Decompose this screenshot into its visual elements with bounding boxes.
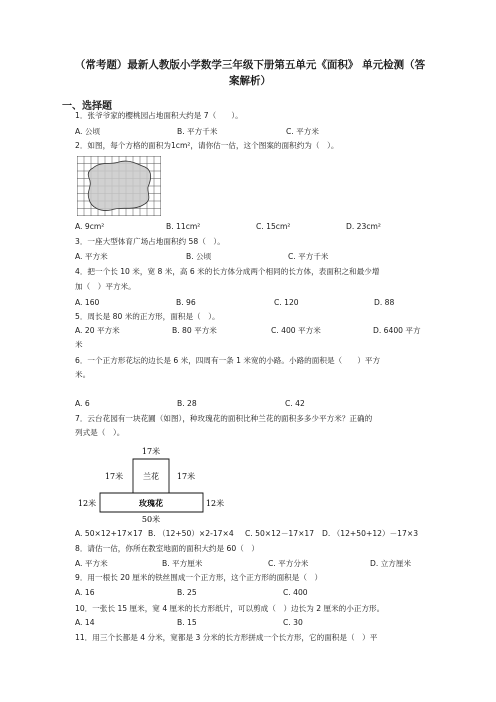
q3-option-a: A. 平方米 xyxy=(75,252,108,261)
q7-option-c: C. 50×12－17×17 xyxy=(245,529,315,538)
question-4-line-1: 4．把一个长 10 米，宽 8 米，高 6 米的长方体分成两个相同的长方体，表面积之和最少增 xyxy=(75,267,380,276)
q5-option-a: A. 20 平方米 xyxy=(75,326,120,335)
q10-option-b: B. 15 xyxy=(177,618,197,627)
question-4-line-2: 加（ ）平方米。 xyxy=(75,282,136,291)
q5-option-d: D. 6400 平方 xyxy=(373,326,421,335)
q4-option-b: B. 96 xyxy=(176,298,196,307)
fig-label-rose: 玫瑰花 xyxy=(139,498,163,508)
grid-figure xyxy=(77,156,161,216)
q4-option-c: C. 120 xyxy=(274,298,299,307)
question-3: 3．一座大型体育广场占地面积约 58（ ）。 xyxy=(75,237,225,246)
question-8: 8．请估一估，你所在教室地面的面积大约是 60（ ） xyxy=(75,544,259,553)
title-line-1: （常考题）最新人教版小学数学三年级下册第五单元《面积》 单元检测（答 xyxy=(74,59,426,71)
q5-option-b: B. 80 平方米 xyxy=(172,326,217,335)
question-9: 9．用一根长 20 厘米的铁丝围成一个正方形，这个正方形的面积是（ ） xyxy=(75,573,323,582)
q2-option-c: C. 15cm² xyxy=(256,222,291,231)
q9-option-a: A. 16 xyxy=(75,588,95,597)
question-2: 2．如图，每个方格的面积为1cm²，请你估一估，这个图案的面积约为（ ）。 xyxy=(75,141,339,150)
fig-label-bottom: 50米 xyxy=(141,515,161,524)
q2-option-d: D. 23cm² xyxy=(346,222,381,231)
q1-option-a: A. 公顷 xyxy=(75,127,101,136)
fig-label-top: 17米 xyxy=(141,447,161,456)
q3-option-b: B. 公顷 xyxy=(186,252,212,261)
q1-option-b: B. 平方千米 xyxy=(177,127,218,136)
section-heading: 一、选择题 xyxy=(62,101,112,112)
q7-option-a: A. 50×12+17×17 xyxy=(75,529,143,538)
irregular-shape xyxy=(88,161,150,210)
fig-label-orchid: 兰花 xyxy=(143,472,159,481)
q9-option-b: B. 25 xyxy=(177,588,197,597)
q2-option-a: A. 9cm² xyxy=(75,222,105,231)
q6-option-c: C. 42 xyxy=(285,399,305,408)
q7-option-d: D. （12+50+12）－17×3 xyxy=(322,529,419,538)
q4-option-d: D. 88 xyxy=(374,298,395,307)
q10-option-c: C. 30 xyxy=(283,618,303,627)
q9-option-c: C. 400 xyxy=(283,588,308,597)
garden-figure xyxy=(76,441,226,525)
q5-option-d-wrap: 米 xyxy=(75,340,83,349)
q5-option-c: C. 400 平方米 xyxy=(271,326,321,335)
q8-option-b: B. 平方厘米 xyxy=(162,559,203,568)
page-title xyxy=(60,57,440,89)
question-10: 10．一张长 15 厘米，宽 4 厘米的长方形纸片，可以剪成（ ）边长为 2 厘米的小正方形。 xyxy=(75,604,385,613)
fig-label-left: 17米 xyxy=(104,472,124,481)
fig-label-right-bottom: 12米 xyxy=(205,499,225,508)
fig-label-right: 17米 xyxy=(176,472,196,481)
q1-option-c: C. 平方米 xyxy=(286,127,319,136)
question-11: 11．用三个长都是 4 分米，宽都是 3 分米的长方形拼成一个长方形，它的面积是（ ）平 xyxy=(75,633,378,642)
question-6-line-2: 米。 xyxy=(75,370,91,379)
q7-option-b: B. （12+50）×2-17×4 xyxy=(148,529,234,538)
question-7-line-1: 7．云台花园有一块花圃（如图），种玫瑰花的面积比种兰花的面积多多少平方米？正确的 xyxy=(75,414,373,423)
q10-option-a: A. 14 xyxy=(75,618,95,627)
title-line-2: 案解析） xyxy=(229,75,271,87)
q6-option-a: A. 6 xyxy=(75,399,90,408)
question-5: 5．周长是 80 米的正方形，面积是（ ）。 xyxy=(75,312,220,321)
q4-option-a: A. 160 xyxy=(75,298,100,307)
q8-option-c: C. 平方分米 xyxy=(268,559,309,568)
fig-label-left-bottom: 12米 xyxy=(77,499,97,508)
question-7-line-2: 列式是（ ）。 xyxy=(75,428,125,437)
question-1: 1．张爷爷家的樱桃园占地面积大约是 7（ ）。 xyxy=(75,111,243,120)
q6-option-b: B. 28 xyxy=(177,399,197,408)
q3-option-c: C. 平方千米 xyxy=(288,252,329,261)
question-6-line-1: 6．一个正方形花坛的边长是 6 米，四周有一条 1 米宽的小路。小路的面积是（ ）平方 xyxy=(75,356,381,365)
q2-option-b: B. 11cm² xyxy=(166,222,201,231)
q8-option-d: D. 立方厘米 xyxy=(370,559,412,568)
q8-option-a: A. 平方米 xyxy=(75,559,108,568)
